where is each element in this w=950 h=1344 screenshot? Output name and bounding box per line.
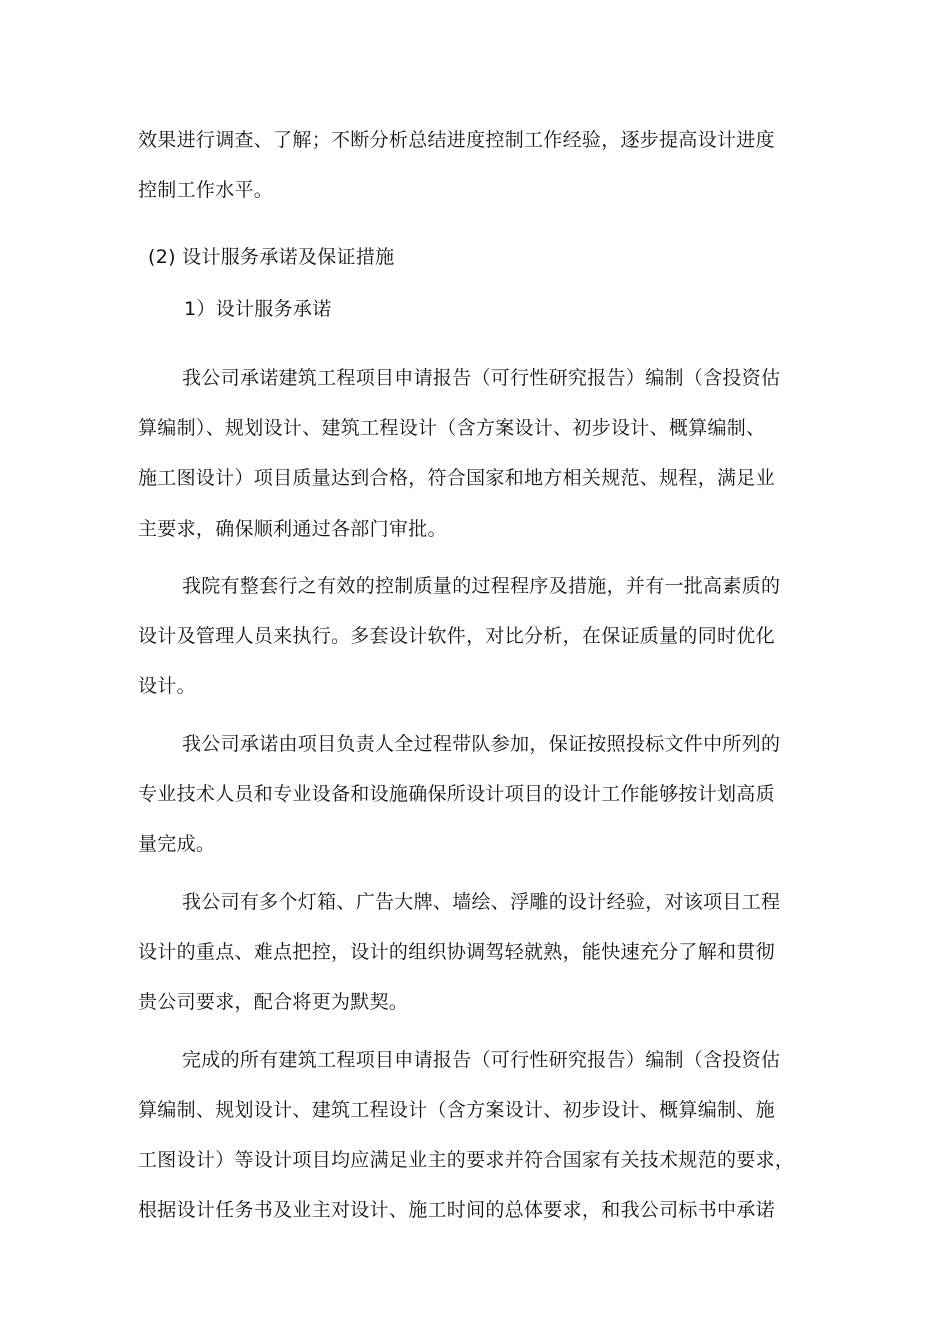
paragraph-5-line-3: 工图设计）等设计项目均应满足业主的要求并符合国家有关技术规范的要求， (138, 1149, 795, 1171)
intro-line-2: 控制工作水平。 (138, 179, 274, 201)
paragraph-2-line-2: 设计及管理人员来执行。多套设计软件，对比分析，在保证质量的同时优化 (138, 625, 775, 647)
intro-line-1: 效果进行调查、了解；不断分析总结进度控制工作经验，逐步提高设计进度 (138, 129, 775, 151)
subsection-heading: 1）设计服务承诺 (184, 298, 332, 320)
paragraph-5-line-4: 根据设计任务书及业主对设计、施工时间的总体要求，和我公司标书中承诺 (138, 1199, 775, 1221)
paragraph-4-line-1: 我公司有多个灯箱、广告大牌、墙绘、浮雕的设计经验，对该项目工程 (182, 891, 781, 913)
paragraph-1-line-4: 主要求，确保顺利通过各部门审批。 (138, 518, 447, 540)
paragraph-2-line-1: 我院有整套行之有效的控制质量的过程程序及措施，并有一批高素质的 (182, 575, 781, 597)
section-heading: (2) 设计服务承诺及保证措施 (148, 246, 395, 268)
paragraph-2-line-3: 设计。 (138, 675, 196, 697)
paragraph-3-line-2: 专业技术人员和专业设备和设施确保所设计项目的设计工作能够按计划高质 (138, 783, 775, 805)
paragraph-4-line-2: 设计的重点、难点把控，设计的组织协调驾轻就熟，能快速充分了解和贯彻 (138, 941, 775, 963)
paragraph-5-line-1: 完成的所有建筑工程项目申请报告（可行性研究报告）编制（含投资估 (182, 1049, 781, 1071)
paragraph-4-line-3: 贵公司要求，配合将更为默契。 (138, 991, 409, 1013)
paragraph-3-line-3: 量完成。 (138, 833, 216, 855)
paragraph-1-line-3: 施工图设计）项目质量达到合格，符合国家和地方相关规范、规程，满足业 (138, 467, 775, 489)
paragraph-3-line-1: 我公司承诺由项目负责人全过程带队参加，保证按照投标文件中所列的 (182, 733, 781, 755)
paragraph-5-line-2: 算编制、规划设计、建筑工程设计（含方案设计、初步设计、概算编制、施 (138, 1099, 775, 1121)
paragraph-1-line-1: 我公司承诺建筑工程项目申请报告（可行性研究报告）编制（含投资估 (182, 367, 781, 389)
paragraph-1-line-2: 算编制）、规划设计、建筑工程设计（含方案设计、初步设计、概算编制、 (138, 417, 766, 439)
